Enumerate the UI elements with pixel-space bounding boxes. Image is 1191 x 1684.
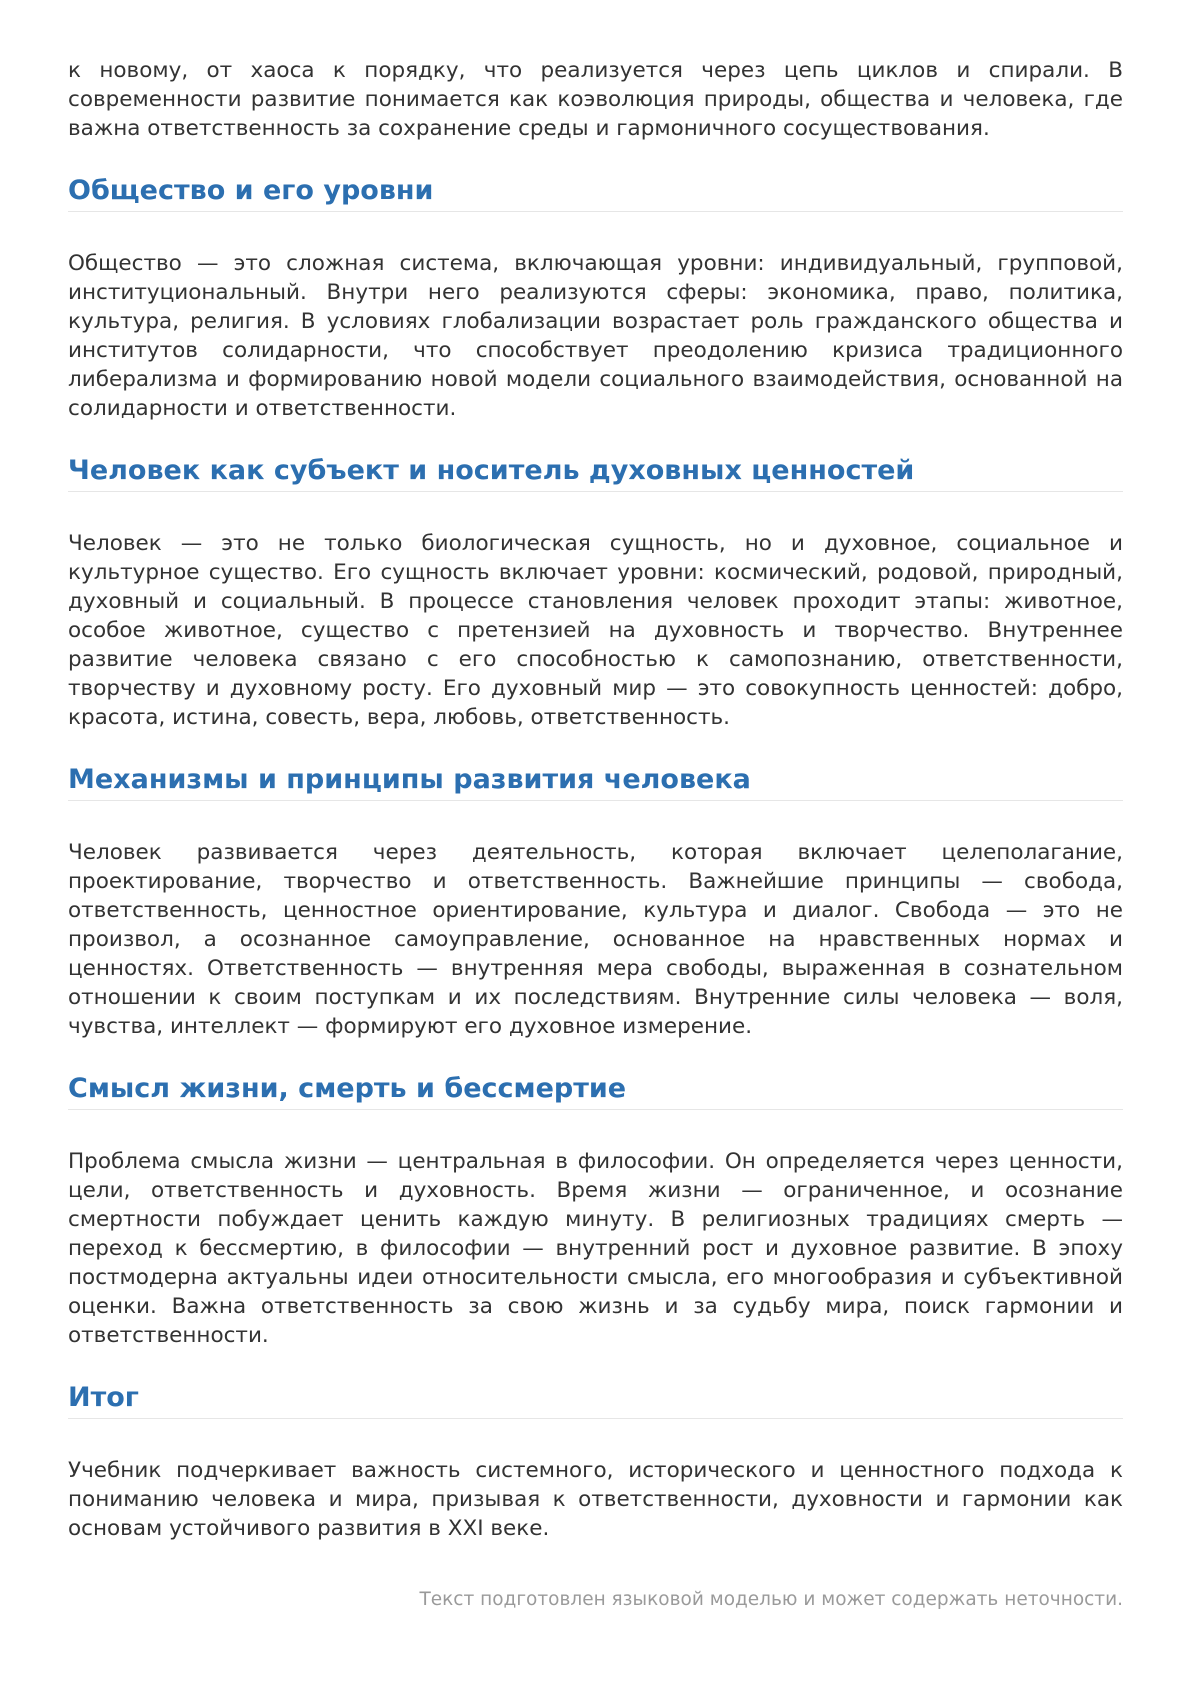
document-page xyxy=(68,56,1123,1612)
section-meaning-of-life xyxy=(68,1041,1123,1350)
ai-disclaimer-note: Текст подготовлен языковой моделью и может содержать неточности. xyxy=(419,1589,1123,1610)
section-heading: Механизмы и принципы развития человека xyxy=(68,763,1123,801)
section-heading: Итог xyxy=(68,1381,1123,1419)
section-heading: Человек как субъект и носитель духовных ценностей xyxy=(68,454,1123,492)
section-heading: Смысл жизни, смерть и бессмертие xyxy=(68,1072,1123,1110)
section-conclusion xyxy=(68,1350,1123,1543)
section-development-principles xyxy=(68,732,1123,1041)
section-human-subject xyxy=(68,423,1123,732)
intro-paragraph: к новому, от хаоса к порядку, что реализуется через цепь циклов и спирали. В современности развитие понимается как коэволюция природы, общества и человека, где важна ответственность за сохранение среды и гармоничного сосуществования. xyxy=(68,58,1123,141)
section-paragraph: Человек — это не только биологическая сущность, но и духовное, социальное и культурное существо. Его сущность включает уровни: космический, родовой, природный, духовный и социальный. В процессе становления человек проходит этапы: животное, особое животное, существо с претензией на духовность и творчество. Внутреннее развитие человека связано с его способностью к самопознанию, ответственности, творчеству и духовному росту. Его духовный мир — это совокупность ценностей: добро, красота, истина, совесть, вера, любовь, ответственность. xyxy=(68,531,1123,730)
section-society-levels xyxy=(68,143,1123,423)
section-heading: Общество и его уровни xyxy=(68,174,1123,212)
section-paragraph: Учебник подчеркивает важность системного, исторического и ценностного подхода к пониманию человека и мира, призывая к ответственности, духовности и гармонии как основам устойчивого развития в XXI веке. xyxy=(68,1458,1123,1541)
section-paragraph: Общество — это сложная система, включающая уровни: индивидуальный, групповой, институциональный. Внутри него реализуются сферы: экономика, право, политика, культура, религия. В условиях глобализации возрастает роль гражданского общества и институтов солидарности, что способствует преодолению кризиса традиционного либерализма и формированию новой модели социального взаимодействия, основанной на солидарности и ответственности. xyxy=(68,251,1123,421)
section-paragraph: Человек развивается через деятельность, которая включает целеполагание, проектирование, творчество и ответственность. Важнейшие принципы — свобода, ответственность, ценностное ориентирование, культура и диалог. Свобода — это не произвол, а осознанное самоуправление, основанное на нравственных нормах и ценностях. Ответственность — внутренняя мера свободы, выраженная в сознательном отношении к своим поступкам и их последствиям. Внутренние силы человека — воля, чувства, интеллект — формируют его духовное измерение. xyxy=(68,840,1123,1039)
section-paragraph: Проблема смысла жизни — центральная в философии. Он определяется через ценности, цели, ответственность и духовность. Время жизни — ограниченное, и осознание смертности побуждает ценить каждую минуту. В религиозных традициях смерть — переход к бессмертию, в философии — внутренний рост и духовное развитие. В эпоху постмодерна актуальны идеи относительности смысла, его многообразия и субъективной оценки. Важна ответственность за свою жизнь и за судьбу мира, поиск гармонии и ответственности. xyxy=(68,1149,1123,1348)
